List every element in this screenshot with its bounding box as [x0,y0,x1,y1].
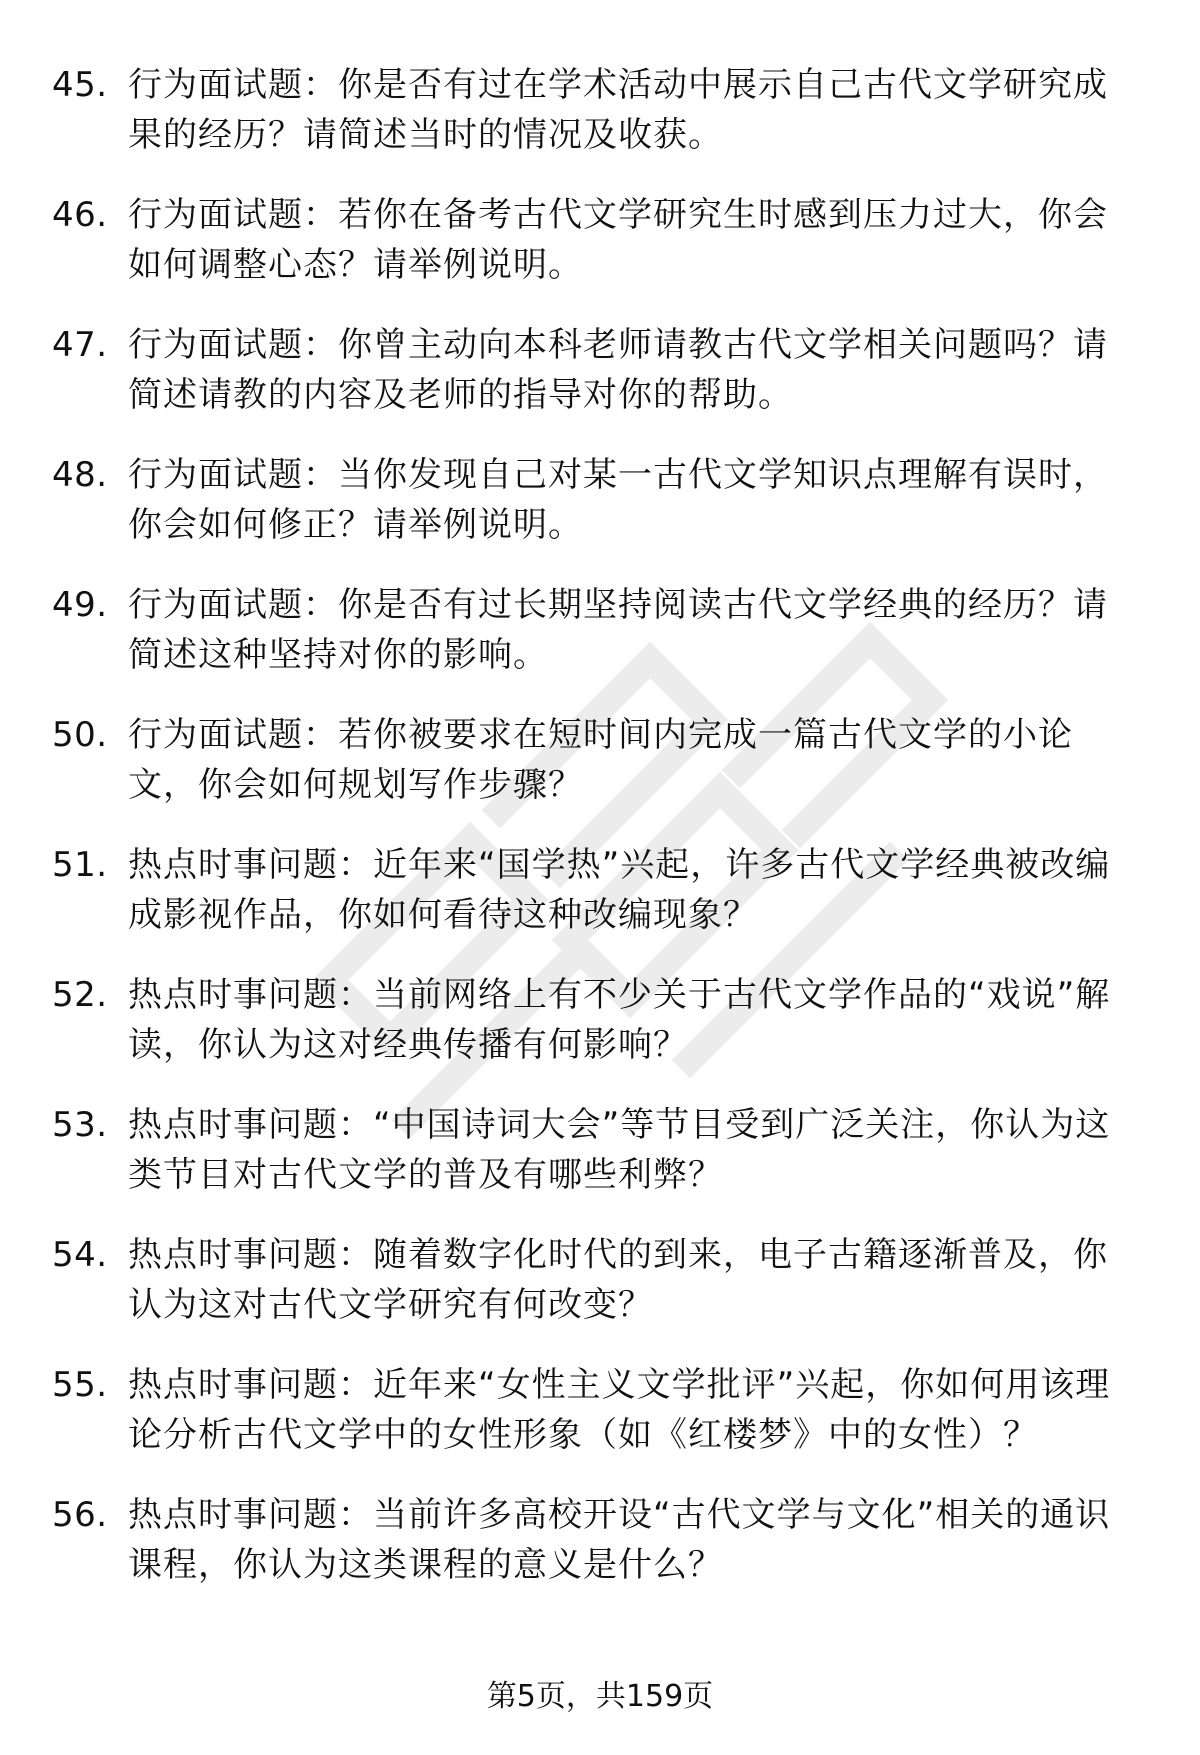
question-item [52,190,1142,320]
question-list [52,60,1142,1620]
question-number: 51. [52,845,108,885]
question-item [52,710,1142,840]
question-item [52,970,1142,1100]
question-text: 行为面试题：你是否有过在学术活动中展示自己古代文学研究成果的经历？请简述当时的情况及收获。 [128,65,1108,155]
question-text: 热点时事问题：当前网络上有不少关于古代文学作品的“戏说”解读，你认为这对经典传播有何影响？ [128,975,1111,1065]
question-text: 热点时事问题：当前许多高校开设“古代文学与文化”相关的通识课程，你认为这类课程的意义是什么？ [128,1495,1111,1585]
question-number: 47. [52,325,108,365]
question-number: 56. [52,1495,108,1535]
question-number: 50. [52,715,108,755]
question-item [52,1490,1142,1620]
question-number: 48. [52,455,108,495]
question-text: 行为面试题：当你发现自己对某一古代文学知识点理解有误时，你会如何修正？请举例说明。 [128,455,1108,545]
question-item [52,1360,1142,1490]
question-text: 行为面试题：若你被要求在短时间内完成一篇古代文学的小论文，你会如何规划写作步骤？ [128,715,1073,805]
question-number: 49. [52,585,108,625]
question-number: 53. [52,1105,108,1145]
question-number: 54. [52,1235,108,1275]
question-number: 45. [52,65,108,105]
question-text: 热点时事问题：随着数字化时代的到来，电子古籍逐渐普及，你认为这对古代文学研究有何改变？ [128,1235,1108,1325]
question-text: 行为面试题：你是否有过长期坚持阅读古代文学经典的经历？请简述这种坚持对你的影响。 [128,585,1108,675]
question-number: 46. [52,195,108,235]
question-item [52,580,1142,710]
question-text: 热点时事问题：近年来“女性主义文学批评”兴起，你如何用该理论分析古代文学中的女性形象（如《红楼梦》中的女性）？ [128,1365,1111,1455]
question-item [52,1230,1142,1360]
question-item [52,840,1142,970]
page-number: 第5页，共159页 [486,1679,714,1714]
question-text: 行为面试题：若你在备考古代文学研究生时感到压力过大，你会如何调整心态？请举例说明。 [128,195,1108,285]
question-text: 热点时事问题：“中国诗词大会”等节目受到广泛关注，你认为这类节目对古代文学的普及有哪些利弊？ [128,1105,1111,1195]
question-item [52,320,1142,450]
question-item [52,450,1142,580]
question-item [52,60,1142,190]
question-text: 行为面试题：你曾主动向本科老师请教古代文学相关问题吗？请简述请教的内容及老师的指导对你的帮助。 [128,325,1108,415]
question-text: 热点时事问题：近年来“国学热”兴起，许多古代文学经典被改编成影视作品，你如何看待这种改编现象？ [128,845,1111,935]
question-number: 52. [52,975,108,1015]
question-number: 55. [52,1365,108,1405]
question-item [52,1100,1142,1230]
